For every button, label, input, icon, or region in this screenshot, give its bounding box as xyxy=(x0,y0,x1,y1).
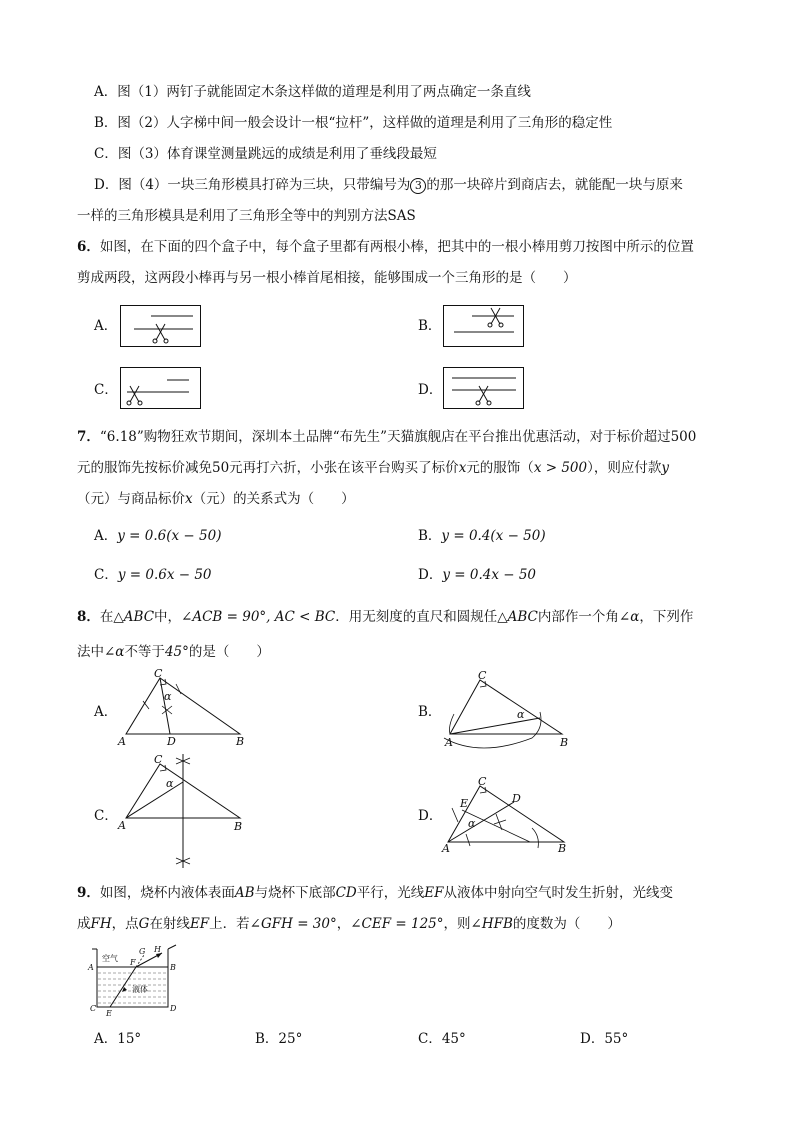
q8-option-a-figure xyxy=(118,668,258,748)
q9-option-b xyxy=(255,1030,302,1048)
q9-text1g: 从液体中射向空气时发生折射，光线变 xyxy=(443,885,673,901)
q7-text3c: （元）的关系式为（ ） xyxy=(192,491,355,507)
q9-ray-fh: FH xyxy=(90,916,112,932)
point-b-label: B xyxy=(170,963,176,972)
q7-option-c xyxy=(94,566,212,584)
q6-option-a-label: A． xyxy=(94,318,118,334)
q9-beaker-figure xyxy=(88,943,188,1017)
scissors-icon xyxy=(153,324,168,343)
q7-stem-line1 xyxy=(77,428,696,446)
q7-condition: x > 500 xyxy=(533,460,588,476)
q5-option-d xyxy=(94,176,683,194)
q7-option-c-label: C． xyxy=(94,567,118,583)
q8-triangle2: △ABC xyxy=(497,609,538,625)
alpha-label: α xyxy=(164,690,172,703)
vertex-c-label: C xyxy=(478,669,487,682)
q8-option-c-label: C． xyxy=(94,808,118,824)
q7-var-x: x xyxy=(458,460,467,476)
q7-text2a: 元的服饰先按标价减免50元再打六折，小张在该平台购买了标价 xyxy=(77,460,459,476)
alpha-label: α xyxy=(517,708,525,721)
q9-option-c xyxy=(418,1030,466,1048)
q7-number: 7． xyxy=(77,429,100,445)
vertex-b-label: B xyxy=(234,820,243,833)
q7-option-a-label: A． xyxy=(94,528,118,544)
q8-stem-line2 xyxy=(77,643,270,661)
q9-text2i: ， xyxy=(336,916,351,932)
point-f-label: F xyxy=(130,958,136,967)
q8-option-d-label: D． xyxy=(418,808,443,824)
point-c-label: C xyxy=(90,1004,97,1013)
q6-option-b-box xyxy=(443,305,524,347)
q7-option-d xyxy=(418,566,536,584)
q6-number: 6． xyxy=(77,239,100,255)
q7-var-x2: x xyxy=(185,491,193,507)
q9-option-b-label: B． xyxy=(255,1031,279,1047)
q7-option-b xyxy=(418,527,546,545)
q8-text1e: ．用无刻度的直尺和圆规任 xyxy=(335,609,498,625)
q9-stem-line1 xyxy=(77,884,673,902)
q8-triangle1: △ABC xyxy=(113,609,155,625)
q9-option-c-label: C． xyxy=(418,1031,442,1047)
q8-text2a: 法中 xyxy=(77,644,104,660)
q9-text2k: ，则 xyxy=(443,916,471,932)
q7-text2c: 元的服饰（ xyxy=(466,460,534,476)
q7-text2e: ），则应付款 xyxy=(587,460,662,476)
q8-option-a-label: A． xyxy=(94,704,118,720)
vertex-a-label: A xyxy=(118,819,126,832)
air-label: 空气 xyxy=(102,954,118,963)
point-h-label: H xyxy=(154,945,161,954)
scissors-icon xyxy=(127,386,142,405)
q9-text2e: 在射线 xyxy=(149,916,190,932)
vertex-b-label: B xyxy=(558,842,567,855)
q5-option-a: A．图（1）两钉子就能固定木条这样做的道理是利用了两点确定一条直线 xyxy=(94,84,531,100)
q9-text1c: 与烧杯下底部 xyxy=(254,885,336,901)
q9-ray-ef2: EF xyxy=(189,916,210,932)
q9-ray-ef: EF xyxy=(424,885,444,901)
liquid-label: 液体 xyxy=(132,985,148,994)
q5-option-d-post: 的那一块碎片到商店去，就能配一块与原来 xyxy=(426,177,683,193)
q7-option-c-expr: y = 0.6x − 50 xyxy=(117,567,212,583)
vertex-c-label: C xyxy=(154,753,163,766)
q8-text2e: 的是（ ） xyxy=(188,644,270,660)
q9-text1a: 如图，烧杯内液体表面 xyxy=(99,885,235,901)
q9-text2m: 的度数为（ ） xyxy=(512,916,621,932)
q8-text1a: 在 xyxy=(99,609,114,625)
q9-option-a-value: 15° xyxy=(117,1031,142,1047)
q8-angle2: ∠α xyxy=(104,644,125,660)
q7-option-b-expr: y = 0.4(x − 50) xyxy=(441,528,546,544)
vertex-a-label: A xyxy=(442,842,450,855)
q9-point-g: G xyxy=(138,916,150,932)
q7-option-a xyxy=(94,527,221,545)
q6-option-c-label: C． xyxy=(94,382,118,398)
q8-option-c-figure xyxy=(118,752,258,872)
vertex-c-label: C xyxy=(154,667,163,680)
q8-text1i: ，下列作 xyxy=(639,609,694,625)
q7-text1: “6.18”购物狂欢节期间，深圳本土品牌“布先生”天猫旗舰店在平台推出优惠活动，对于标价超过500 xyxy=(99,429,697,445)
vertex-a-label: A xyxy=(118,735,126,748)
point-a-label: A xyxy=(88,963,94,972)
q6-option-c-box xyxy=(120,367,201,409)
circled-number: 3 xyxy=(410,178,426,194)
q9-option-d-label: D． xyxy=(580,1031,605,1047)
q7-stem-line2 xyxy=(77,459,669,477)
q9-stem-line2 xyxy=(77,915,621,933)
q9-seg-ab: AB xyxy=(234,885,255,901)
q9-option-a-label: A． xyxy=(94,1031,118,1047)
q5-option-d-pre: D．图（4）一块三角形模具打碎为三块，只带编号为 xyxy=(94,177,411,193)
q8-option-b-label: B． xyxy=(418,704,442,720)
q9-option-a xyxy=(94,1030,141,1048)
vertex-b-label: B xyxy=(560,736,569,749)
q6-option-a-figure xyxy=(121,306,200,346)
q9-text2g: 上．若 xyxy=(209,916,250,932)
q9-angle-gfh: ∠GFH = 30° xyxy=(249,916,337,932)
q6-stem-line1 xyxy=(77,238,694,256)
q5-option-c: C．图（3）体育课堂测量跳远的成绩是利用了垂线段最短 xyxy=(94,146,437,162)
q7-option-d-expr: y = 0.4x − 50 xyxy=(442,567,537,583)
q6-option-a-box xyxy=(120,305,201,347)
q9-option-c-value: 45° xyxy=(441,1031,466,1047)
q5-option-d-line2: 一样的三角形模具是利用了三角形全等中的判别方法SAS xyxy=(77,208,416,224)
q9-seg-cd: CD xyxy=(335,885,357,901)
q9-option-d xyxy=(580,1030,628,1048)
q8-text1c: 中， xyxy=(154,609,182,625)
q8-degree: 45° xyxy=(164,644,189,660)
q9-option-b-value: 25° xyxy=(278,1031,303,1047)
q9-angle-hfb: ∠HFB xyxy=(470,916,513,932)
q8-stem-line1 xyxy=(77,608,693,626)
vertex-a-label: A xyxy=(445,736,453,749)
scissors-icon xyxy=(476,386,491,405)
q8-condition: ∠ACB = 90°, AC < BC xyxy=(181,609,336,625)
q6-option-b-label: B． xyxy=(418,318,442,334)
vertex-b-label: B xyxy=(236,735,245,748)
q7-option-b-label: B． xyxy=(418,528,442,544)
q8-text2c: 不等于 xyxy=(124,644,165,660)
q9-text2c: ，点 xyxy=(111,916,139,932)
q9-number: 9． xyxy=(77,885,100,901)
q7-option-a-expr: y = 0.6(x − 50) xyxy=(117,528,222,544)
q7-var-y: y xyxy=(661,460,669,476)
q9-text1e: 平行，光线 xyxy=(356,885,425,901)
q8-text1g: 内部作一个角 xyxy=(537,609,619,625)
point-d-label: D xyxy=(170,1004,177,1013)
q6-stem-line2: 剪成两段，这两段小棒再与另一根小棒首尾相接，能够围成一个三角形的是（ ） xyxy=(77,270,577,286)
vertex-d-label: D xyxy=(512,792,521,805)
q6-option-d-box xyxy=(443,367,524,409)
q8-option-d-figure xyxy=(440,772,580,856)
alpha-label: α xyxy=(468,817,476,830)
vertex-c-label: C xyxy=(478,775,487,788)
q6-option-d-figure xyxy=(444,368,523,408)
q9-text2a: 成 xyxy=(77,916,91,932)
q7-option-d-label: D． xyxy=(418,567,443,583)
q9-option-d-value: 55° xyxy=(604,1031,629,1047)
alpha-label: α xyxy=(166,777,174,790)
q5-option-b: B．图（2）人字梯中间一般会设计一根“拉杆”，这样做的道理是利用了三角形的稳定性 xyxy=(94,115,613,131)
q8-number: 8． xyxy=(77,609,100,625)
q6-text1: 如图，在下面的四个盒子中，每个盒子里都有两根小棒，把其中的一根小棒用剪刀按图中所示的位置 xyxy=(99,239,694,255)
vertex-d-label: D xyxy=(167,735,176,748)
scissors-icon xyxy=(488,308,503,327)
q6-option-d-label: D． xyxy=(418,382,443,398)
point-g-label: G xyxy=(139,947,146,956)
q7-text3a: （元）与商品标价 xyxy=(77,491,185,507)
q7-stem-line3 xyxy=(77,490,355,508)
point-e-label: E xyxy=(106,1009,112,1018)
q8-option-b-figure xyxy=(440,668,580,750)
q9-angle-cef: ∠CEF = 125° xyxy=(350,916,444,932)
q8-angle1: ∠α xyxy=(618,609,640,625)
q6-option-b-figure xyxy=(444,306,523,346)
q6-option-c-figure xyxy=(121,368,200,408)
vertex-e-label: E xyxy=(460,797,469,810)
